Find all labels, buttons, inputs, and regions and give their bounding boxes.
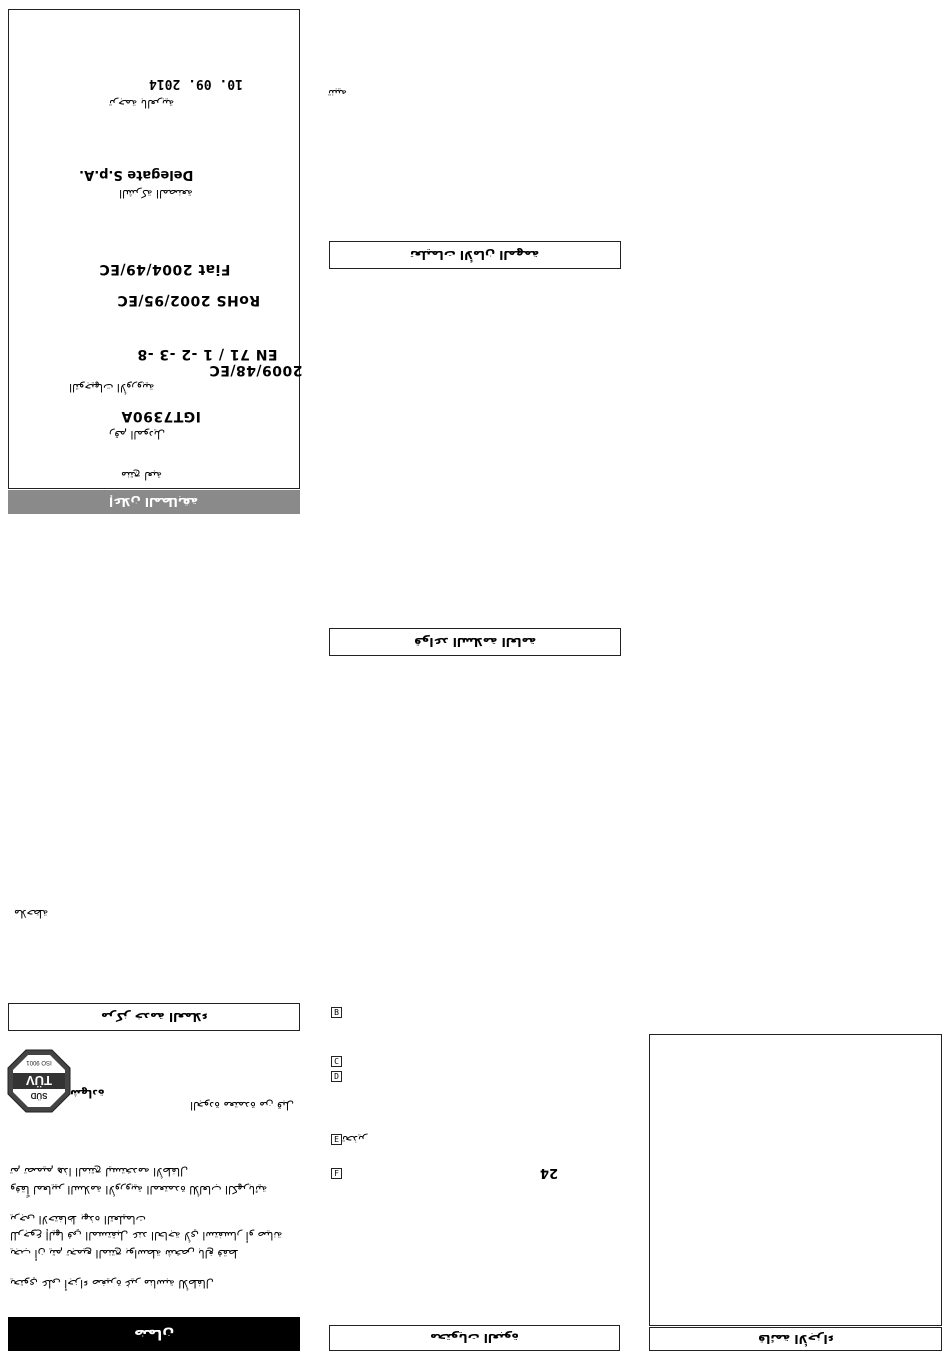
customer-service-header: مركز خدمة العملاء	[8, 1003, 300, 1031]
item-e-icon: E	[331, 1134, 342, 1145]
item-b-icon: B	[331, 1007, 342, 1018]
item-e-label: تحذير	[342, 1133, 368, 1146]
directive-toy: 2009/48/EC	[209, 362, 303, 378]
tuv-badge-bottom: SÜD	[30, 1091, 48, 1100]
declaration-header: إعلان المطابقة	[8, 490, 300, 514]
tuv-caption-2: الجودة معتمدة من قبل	[190, 1099, 294, 1112]
tuv-badge-top: ISO 9001	[26, 1059, 52, 1065]
paragraph-2: وفقاً لمعايير السلامة الأوروبية المعتمدة للألعاب الكهربائية	[10, 1183, 268, 1196]
tuv-caption-1: شهادة	[70, 1087, 105, 1100]
directive-rohs: RoHS 2002/95/EC	[117, 292, 261, 308]
package-contents-header: محتويات العبوة	[329, 1325, 620, 1351]
middle-top-note: تنبيه	[328, 87, 347, 100]
paragraph-4: للرجوع إليها في المستقبل عند الحاجة لأي استفسار أو صيانة	[10, 1229, 283, 1242]
paragraph-6: يحتوي على أجزاء صغيرة غير مناسبة للأطفال	[10, 1277, 214, 1290]
left-note: ملاحظة	[14, 907, 49, 920]
tuv-badge-mid: TÜV	[26, 1073, 52, 1088]
directive-label: التوجيهات الأوروبية	[69, 381, 155, 394]
manufacturer-name: Delegate S.p.A.	[79, 167, 194, 182]
product-label: منتج لعبة	[121, 469, 163, 482]
item-f-icon: F	[331, 1168, 342, 1179]
model-label: رقم الموديل	[109, 428, 166, 441]
declaration-date: 10. 09. 2014	[149, 76, 243, 91]
parts-list-header: قائمة الأجزاء	[649, 1327, 942, 1351]
directive-fiat: Fiat 2004/49/EC	[99, 261, 231, 277]
number-label: 24	[540, 1165, 559, 1180]
item-d-icon: D	[331, 1071, 342, 1082]
paragraph-3: يرجى الاحتفاظ بهذه التعليمات	[10, 1213, 146, 1226]
warranty-header: ضمان	[8, 1317, 300, 1351]
general-safety-header: قواعد السلامة العامة	[329, 628, 621, 656]
tuv-certification-icon	[7, 1049, 71, 1113]
declaration-panel	[8, 9, 303, 489]
item-c-icon: C	[331, 1056, 342, 1067]
standard-en71: EN 71 / 1 -2 -3 -8	[137, 346, 278, 362]
safety-instructions-header: تعليمات الأمان المهمة	[329, 241, 621, 269]
paragraph-1: تم تصميم هذا المنتج ليستخدمه الأطفال	[10, 1165, 189, 1178]
parts-image-panel	[649, 1034, 942, 1326]
manufacturer-label: الشركة المصنعة	[119, 187, 193, 200]
paragraph-5: يجب أن يتم تجميع المنتج بواسطة شخص بالغ فقط	[10, 1247, 239, 1260]
declaration-date-label: ترجمة بالعربية	[109, 97, 175, 110]
model-number: IGT7390A	[121, 408, 201, 424]
